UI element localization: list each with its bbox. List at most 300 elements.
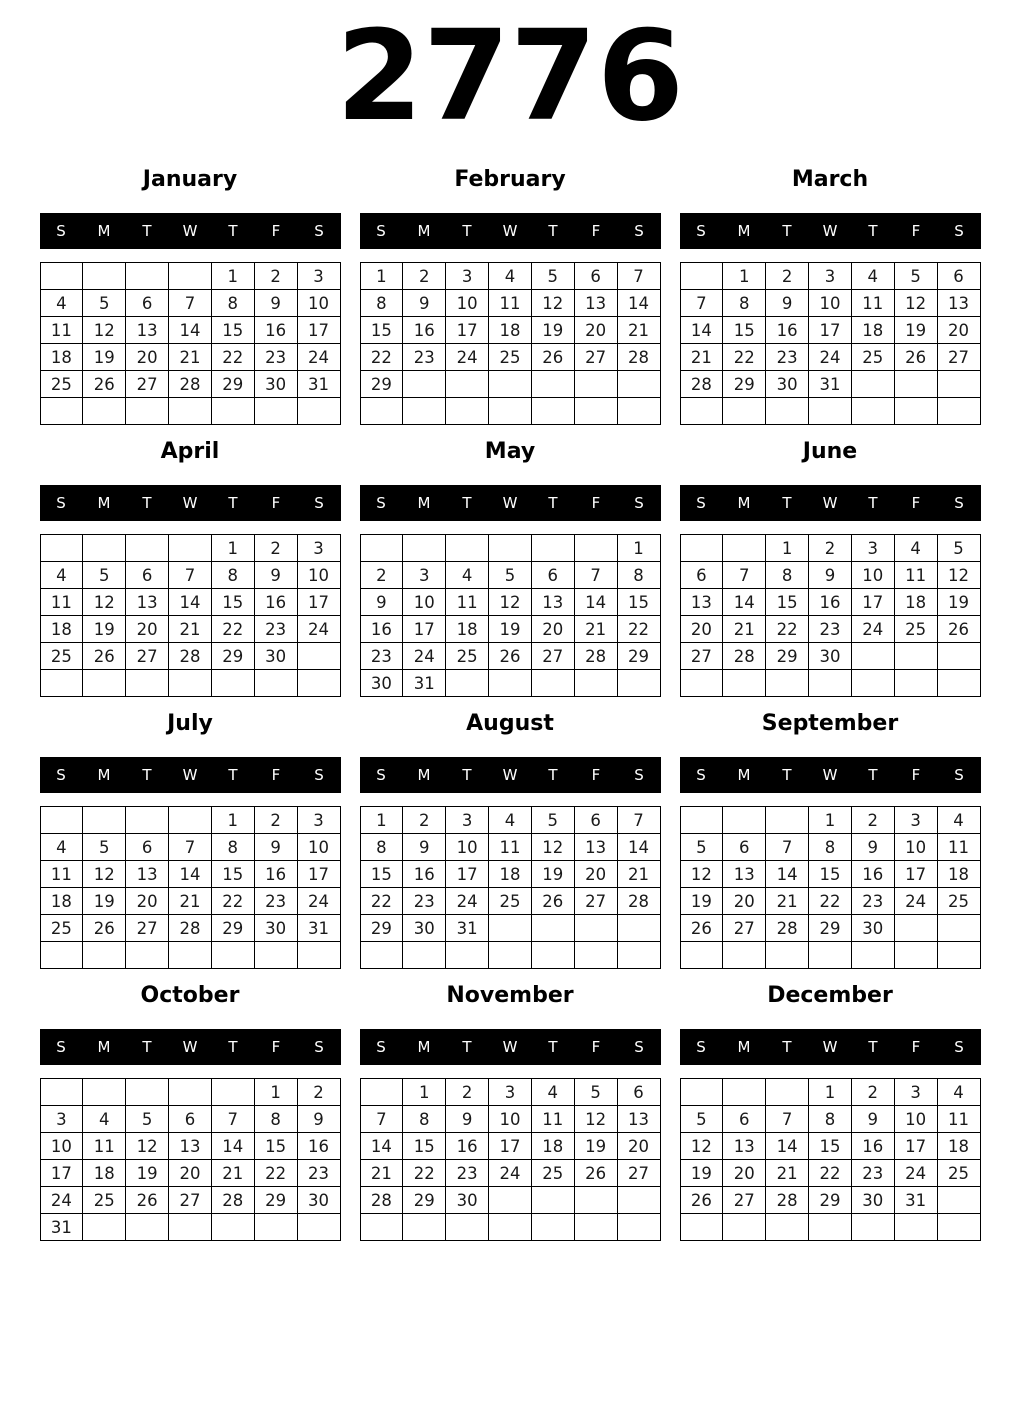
day-cell: 14 (574, 589, 617, 616)
week-row (40, 643, 340, 670)
empty-day-cell (40, 263, 83, 290)
day-cell: 12 (937, 562, 980, 589)
empty-day-cell (489, 1214, 532, 1241)
month-block (360, 983, 661, 1241)
weekday-label: T (462, 1038, 472, 1056)
month-block (680, 983, 981, 1241)
empty-day-cell (680, 398, 723, 425)
week-row (40, 1214, 340, 1241)
day-cell: 19 (83, 616, 126, 643)
empty-day-cell (937, 1214, 980, 1241)
day-cell: 1 (766, 535, 809, 562)
day-cell: 15 (766, 589, 809, 616)
day-cell: 29 (766, 643, 809, 670)
day-cell: 21 (169, 344, 212, 371)
week-row (360, 616, 660, 643)
week-row (680, 290, 980, 317)
weekday-label: F (271, 766, 281, 784)
month-table (360, 534, 661, 697)
week-row (360, 643, 660, 670)
empty-day-cell (937, 643, 980, 670)
month-table (680, 534, 981, 697)
day-cell: 2 (254, 807, 297, 834)
empty-day-cell (894, 398, 937, 425)
weekday-label: M (737, 766, 751, 784)
week-row (680, 1214, 980, 1241)
day-cell: 24 (40, 1187, 83, 1214)
day-cell: 4 (894, 535, 937, 562)
day-cell: 25 (851, 344, 894, 371)
day-cell: 19 (680, 888, 723, 915)
week-row (360, 344, 660, 371)
day-cell: 24 (894, 1160, 937, 1187)
empty-day-cell (254, 670, 297, 697)
empty-day-cell (83, 1079, 126, 1106)
day-cell: 13 (680, 589, 723, 616)
empty-day-cell (169, 670, 212, 697)
day-cell: 4 (40, 834, 83, 861)
day-cell: 5 (126, 1106, 169, 1133)
week-row (680, 398, 980, 425)
empty-day-cell (766, 670, 809, 697)
weekday-label: S (634, 494, 644, 512)
day-cell: 18 (894, 589, 937, 616)
day-cell: 16 (403, 317, 446, 344)
day-cell: 20 (126, 888, 169, 915)
day-cell: 29 (211, 371, 254, 398)
weekday-label: W (182, 766, 198, 784)
day-cell: 11 (40, 861, 83, 888)
day-cell: 8 (211, 290, 254, 317)
empty-day-cell (894, 915, 937, 942)
month-title: April (160, 439, 220, 464)
weekday-label: M (97, 494, 111, 512)
day-cell: 22 (360, 888, 403, 915)
day-cell: 9 (254, 834, 297, 861)
day-cell: 30 (254, 643, 297, 670)
day-cell: 9 (766, 290, 809, 317)
week-row (680, 1187, 980, 1214)
empty-day-cell (297, 670, 340, 697)
empty-day-cell (574, 371, 617, 398)
empty-day-cell (680, 535, 723, 562)
empty-day-cell (83, 263, 126, 290)
month-block (680, 167, 981, 425)
week-row (40, 1079, 340, 1106)
day-cell: 1 (809, 807, 852, 834)
weekday-label: T (868, 1038, 878, 1056)
day-cell: 19 (894, 317, 937, 344)
day-cell: 12 (680, 1133, 723, 1160)
day-cell: 17 (851, 589, 894, 616)
day-cell: 8 (360, 290, 403, 317)
day-cell: 6 (680, 562, 723, 589)
day-cell: 10 (446, 290, 489, 317)
month-title: July (167, 711, 213, 736)
day-cell: 6 (126, 562, 169, 589)
empty-day-cell (531, 371, 574, 398)
empty-day-cell (809, 942, 852, 969)
month-table (40, 534, 341, 697)
day-cell: 14 (766, 861, 809, 888)
day-cell: 14 (723, 589, 766, 616)
week-row (360, 263, 660, 290)
day-cell: 20 (723, 888, 766, 915)
empty-day-cell (574, 1187, 617, 1214)
weekday-label: F (271, 222, 281, 240)
day-cell: 14 (211, 1133, 254, 1160)
day-cell: 11 (40, 589, 83, 616)
weekday-label: W (822, 494, 838, 512)
day-cell: 25 (446, 643, 489, 670)
week-row (40, 670, 340, 697)
weekday-label: W (502, 222, 518, 240)
day-cell: 11 (937, 1106, 980, 1133)
day-cell: 17 (297, 861, 340, 888)
day-cell: 17 (297, 317, 340, 344)
month-title: September (761, 711, 899, 736)
day-cell: 21 (211, 1160, 254, 1187)
day-cell: 24 (851, 616, 894, 643)
empty-day-cell (723, 1214, 766, 1241)
day-cell: 5 (894, 263, 937, 290)
day-cell: 13 (531, 589, 574, 616)
empty-day-cell (254, 1214, 297, 1241)
week-row (40, 1187, 340, 1214)
month-title: March (791, 167, 869, 192)
empty-day-cell (126, 670, 169, 697)
weekday-label: M (737, 1038, 751, 1056)
day-cell: 28 (169, 371, 212, 398)
day-cell: 18 (40, 344, 83, 371)
day-cell: 30 (766, 371, 809, 398)
day-cell: 13 (126, 317, 169, 344)
day-cell: 24 (894, 888, 937, 915)
empty-day-cell (446, 1214, 489, 1241)
weekday-label: S (56, 766, 66, 784)
empty-day-cell (446, 670, 489, 697)
week-row (680, 317, 980, 344)
empty-day-cell (40, 670, 83, 697)
empty-day-cell (531, 670, 574, 697)
weekday-label: W (822, 222, 838, 240)
day-cell: 6 (617, 1079, 660, 1106)
empty-day-cell (446, 942, 489, 969)
day-cell: 9 (297, 1106, 340, 1133)
empty-day-cell (254, 398, 297, 425)
empty-day-cell (297, 398, 340, 425)
day-cell: 28 (680, 371, 723, 398)
month-table (40, 1078, 341, 1241)
day-cell: 23 (851, 1160, 894, 1187)
empty-day-cell (723, 398, 766, 425)
empty-day-cell (83, 807, 126, 834)
empty-day-cell (360, 398, 403, 425)
month-block (360, 167, 661, 425)
day-cell: 15 (211, 317, 254, 344)
day-cell: 9 (851, 834, 894, 861)
weekday-label: T (548, 1038, 558, 1056)
day-cell: 22 (723, 344, 766, 371)
empty-day-cell (574, 915, 617, 942)
day-cell: 3 (446, 807, 489, 834)
day-cell: 28 (723, 643, 766, 670)
day-cell: 1 (211, 535, 254, 562)
day-cell: 25 (531, 1160, 574, 1187)
weekday-label: S (376, 766, 386, 784)
day-cell: 21 (680, 344, 723, 371)
day-cell: 25 (40, 915, 83, 942)
day-cell: 14 (617, 834, 660, 861)
empty-day-cell (403, 371, 446, 398)
weekday-label: T (548, 494, 558, 512)
day-cell: 29 (617, 643, 660, 670)
day-cell: 6 (126, 834, 169, 861)
day-cell: 19 (83, 888, 126, 915)
day-cell: 25 (937, 1160, 980, 1187)
weekday-label: T (142, 766, 152, 784)
empty-day-cell (809, 1214, 852, 1241)
day-cell: 7 (169, 562, 212, 589)
day-cell: 6 (723, 834, 766, 861)
week-row (40, 834, 340, 861)
day-cell: 13 (937, 290, 980, 317)
month-table (680, 262, 981, 425)
day-cell: 29 (403, 1187, 446, 1214)
day-cell: 25 (894, 616, 937, 643)
day-cell: 8 (211, 834, 254, 861)
empty-day-cell (851, 371, 894, 398)
day-cell: 17 (40, 1160, 83, 1187)
day-cell: 5 (531, 263, 574, 290)
calendar-page (0, 4, 1020, 1241)
month-table (360, 1078, 661, 1241)
month-title: May (484, 439, 536, 464)
week-row (360, 290, 660, 317)
day-cell: 28 (617, 344, 660, 371)
empty-day-cell (126, 1079, 169, 1106)
day-cell: 1 (809, 1079, 852, 1106)
week-row (40, 263, 340, 290)
empty-day-cell (574, 670, 617, 697)
week-row (680, 807, 980, 834)
day-cell: 28 (617, 888, 660, 915)
weekday-label: T (142, 222, 152, 240)
day-cell: 2 (809, 535, 852, 562)
empty-day-cell (169, 807, 212, 834)
day-cell: 13 (126, 861, 169, 888)
day-cell: 3 (297, 535, 340, 562)
day-cell: 24 (297, 888, 340, 915)
day-cell: 24 (403, 643, 446, 670)
weekday-label: M (737, 222, 751, 240)
day-cell: 23 (254, 616, 297, 643)
weekday-header-row (360, 1029, 661, 1065)
empty-day-cell (809, 670, 852, 697)
day-cell: 12 (531, 290, 574, 317)
empty-day-cell (40, 535, 83, 562)
day-cell: 18 (489, 861, 532, 888)
empty-day-cell (83, 1214, 126, 1241)
empty-day-cell (403, 535, 446, 562)
empty-day-cell (766, 398, 809, 425)
day-cell: 12 (489, 589, 532, 616)
empty-day-cell (360, 1079, 403, 1106)
week-row (360, 807, 660, 834)
weekday-label: T (868, 766, 878, 784)
week-row (40, 861, 340, 888)
month-title: January (142, 167, 238, 192)
day-cell: 22 (211, 616, 254, 643)
weekday-label: S (954, 222, 964, 240)
weekday-label: W (502, 1038, 518, 1056)
weekday-label: S (376, 494, 386, 512)
day-cell: 21 (766, 888, 809, 915)
empty-day-cell (489, 942, 532, 969)
day-cell: 3 (809, 263, 852, 290)
day-cell: 1 (403, 1079, 446, 1106)
empty-day-cell (894, 942, 937, 969)
weekday-label: F (911, 494, 921, 512)
weekday-label: W (502, 494, 518, 512)
empty-day-cell (851, 398, 894, 425)
weekday-label: M (417, 766, 431, 784)
month-block (40, 711, 341, 969)
day-cell: 28 (169, 915, 212, 942)
weekday-label: W (822, 1038, 838, 1056)
empty-day-cell (211, 398, 254, 425)
weekday-header-row (360, 757, 661, 793)
day-cell: 7 (360, 1106, 403, 1133)
weekday-label: S (696, 1038, 706, 1056)
day-cell: 23 (851, 888, 894, 915)
day-cell: 16 (766, 317, 809, 344)
day-cell: 5 (83, 834, 126, 861)
day-cell: 19 (83, 344, 126, 371)
day-cell: 8 (723, 290, 766, 317)
day-cell: 5 (531, 807, 574, 834)
day-cell: 13 (574, 834, 617, 861)
day-cell: 9 (403, 290, 446, 317)
week-row (360, 1214, 660, 1241)
day-cell: 31 (446, 915, 489, 942)
day-cell: 6 (531, 562, 574, 589)
day-cell: 16 (403, 861, 446, 888)
day-cell: 2 (446, 1079, 489, 1106)
empty-day-cell (766, 1214, 809, 1241)
weekday-label: F (271, 494, 281, 512)
empty-day-cell (851, 1214, 894, 1241)
weekday-label: F (591, 766, 601, 784)
weekday-label: S (376, 222, 386, 240)
empty-day-cell (83, 942, 126, 969)
week-row (680, 589, 980, 616)
day-cell: 24 (297, 616, 340, 643)
weekday-label: T (228, 494, 238, 512)
day-cell: 27 (126, 643, 169, 670)
week-row (680, 915, 980, 942)
day-cell: 30 (809, 643, 852, 670)
day-cell: 4 (937, 807, 980, 834)
day-cell: 1 (254, 1079, 297, 1106)
empty-day-cell (169, 535, 212, 562)
weekday-label: M (417, 494, 431, 512)
day-cell: 20 (937, 317, 980, 344)
day-cell: 13 (169, 1133, 212, 1160)
day-cell: 11 (489, 290, 532, 317)
empty-day-cell (574, 398, 617, 425)
day-cell: 17 (489, 1133, 532, 1160)
day-cell: 30 (297, 1187, 340, 1214)
day-cell: 17 (809, 317, 852, 344)
empty-day-cell (403, 942, 446, 969)
day-cell: 19 (126, 1160, 169, 1187)
day-cell: 26 (531, 888, 574, 915)
day-cell: 12 (531, 834, 574, 861)
day-cell: 15 (360, 317, 403, 344)
day-cell: 24 (489, 1160, 532, 1187)
week-row (40, 589, 340, 616)
empty-day-cell (851, 643, 894, 670)
day-cell: 24 (446, 344, 489, 371)
week-row (360, 562, 660, 589)
day-cell: 16 (446, 1133, 489, 1160)
day-cell: 3 (40, 1106, 83, 1133)
empty-day-cell (40, 398, 83, 425)
day-cell: 22 (211, 888, 254, 915)
empty-day-cell (680, 1214, 723, 1241)
empty-day-cell (489, 398, 532, 425)
day-cell: 1 (723, 263, 766, 290)
empty-day-cell (723, 670, 766, 697)
day-cell: 14 (766, 1133, 809, 1160)
day-cell: 12 (680, 861, 723, 888)
day-cell: 29 (809, 915, 852, 942)
empty-day-cell (766, 807, 809, 834)
weekday-header-row (40, 485, 341, 521)
week-row (680, 670, 980, 697)
day-cell: 1 (211, 263, 254, 290)
day-cell: 23 (360, 643, 403, 670)
day-cell: 23 (446, 1160, 489, 1187)
day-cell: 8 (211, 562, 254, 589)
week-row (40, 371, 340, 398)
empty-day-cell (40, 942, 83, 969)
day-cell: 18 (937, 861, 980, 888)
empty-day-cell (894, 670, 937, 697)
week-row (40, 290, 340, 317)
day-cell: 7 (617, 807, 660, 834)
day-cell: 26 (489, 643, 532, 670)
day-cell: 2 (360, 562, 403, 589)
day-cell: 12 (574, 1106, 617, 1133)
day-cell: 19 (937, 589, 980, 616)
empty-day-cell (126, 1214, 169, 1241)
month-table (680, 1078, 981, 1241)
week-row (360, 915, 660, 942)
empty-day-cell (723, 807, 766, 834)
day-cell: 26 (937, 616, 980, 643)
day-cell: 22 (254, 1160, 297, 1187)
day-cell: 14 (680, 317, 723, 344)
month-table (360, 806, 661, 969)
day-cell: 8 (254, 1106, 297, 1133)
week-row (360, 1160, 660, 1187)
week-row (680, 834, 980, 861)
weekday-label: S (314, 494, 324, 512)
empty-day-cell (937, 670, 980, 697)
day-cell: 8 (809, 1106, 852, 1133)
